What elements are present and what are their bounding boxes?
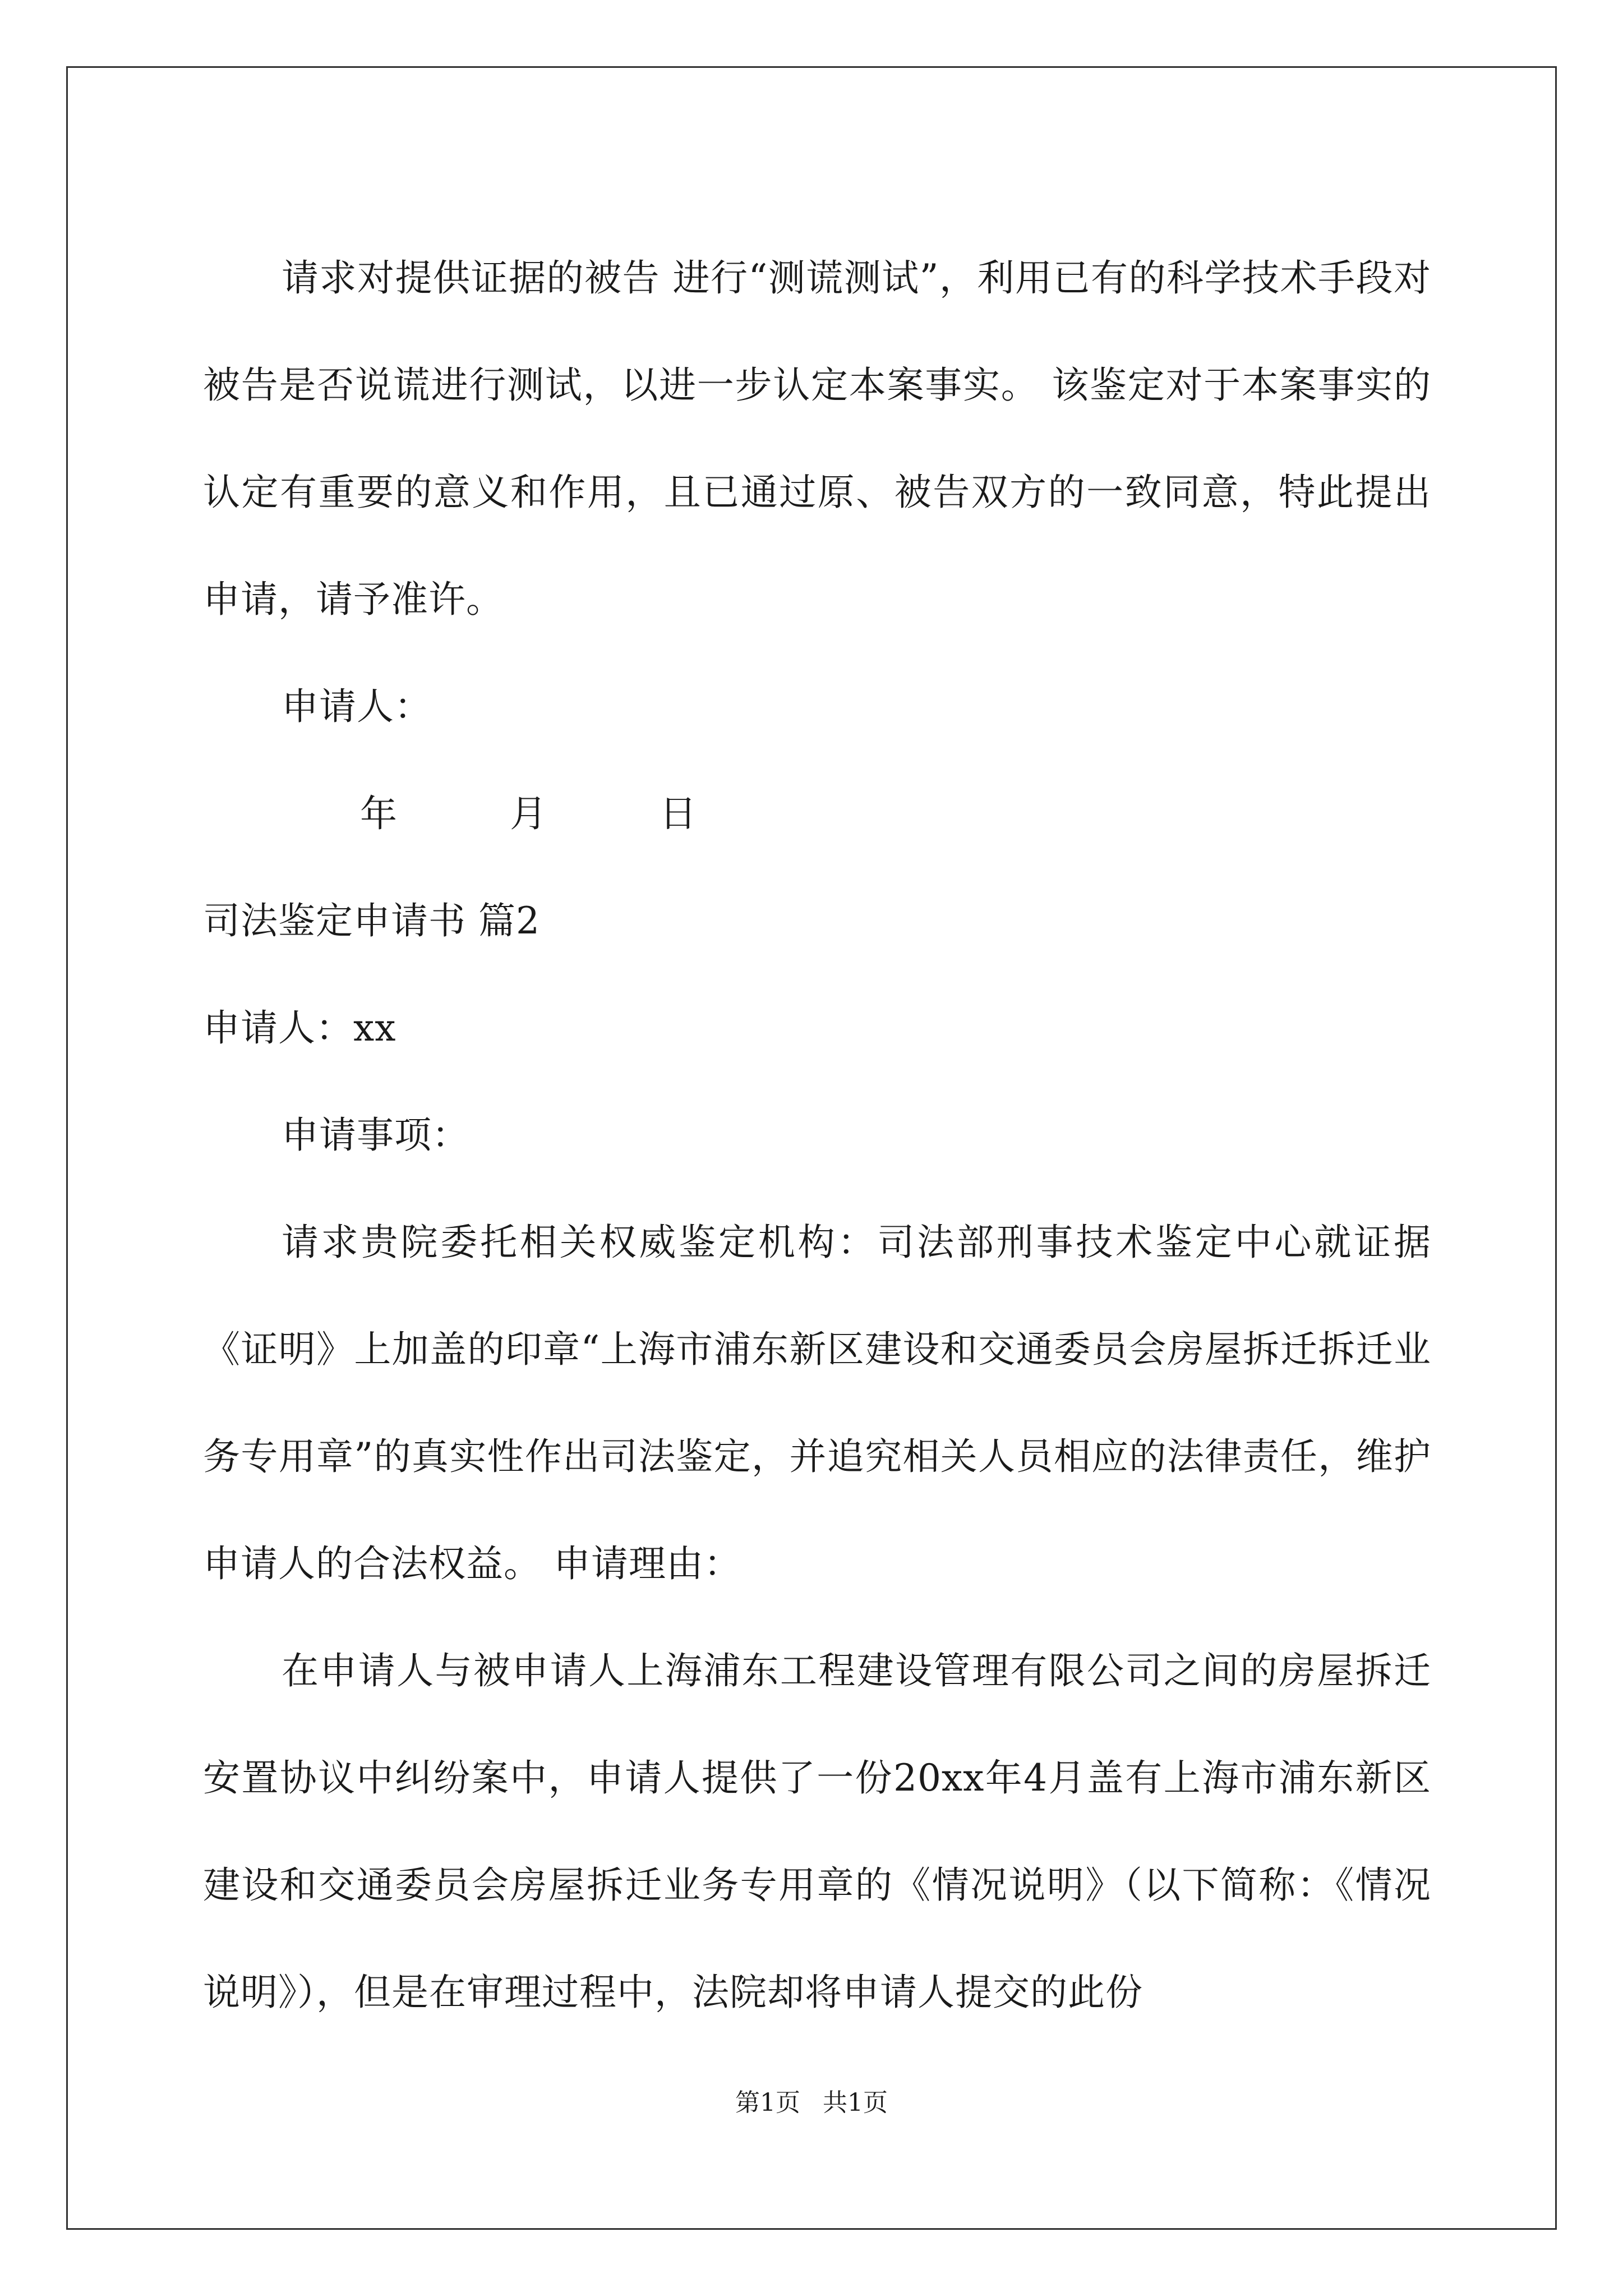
paragraph-reasons: 在申请人与被申请人上海浦东工程建设管理有限公司之间的房屋拆迁安置协议中纠纷案中，申请人提供了一份20xx年4月盖有上海市浦东新区建设和交通委员会房屋拆迁业务专用章的《情况说明》（以下简称：《情况说明》），但是在审理过程中，法院却将申请人提交的此份: [203, 1649, 1431, 2014]
document-body: [203, 224, 1431, 2046]
page-number-total: 共1页: [823, 2088, 888, 2117]
date-line: [203, 760, 1431, 867]
page-footer: [0, 2082, 1623, 2118]
applicant-signature-label: 申请人：: [282, 685, 432, 728]
date-month-label: 月: [510, 792, 547, 835]
paragraph-request-polygraph: 请求对提供证据的被告 进行“测谎测试”，利用已有的科学技术手段对被告是否说谎进行测试，以进一步认定本案事实。 该鉴定对于本案事实的认定有重要的意义和作用，且已通过原、被告双方的一致同意，特此提出申请，请予准许。: [203, 256, 1431, 621]
date-year-label: 年: [360, 792, 398, 835]
application-matters-heading: 申请事项：: [282, 1114, 469, 1157]
section-title: 司法鉴定申请书 篇2: [203, 899, 540, 942]
page-number-current: 第1页: [735, 2088, 800, 2117]
applicant-line: 申请人：xx: [203, 1006, 396, 1050]
paragraph-request-appraisal: 请求贵院委托相关权威鉴定机构：司法部刑事技术鉴定中心就证据《证明》上加盖的印章“上海市浦东新区建设和交通委员会房屋拆迁拆迁业务专用章”的真实性作出司法鉴定，并追究相关人员相应的法律责任，维护申请人的合法权益。 申请理由：: [203, 1221, 1431, 1585]
date-day-label: 日: [660, 792, 697, 835]
